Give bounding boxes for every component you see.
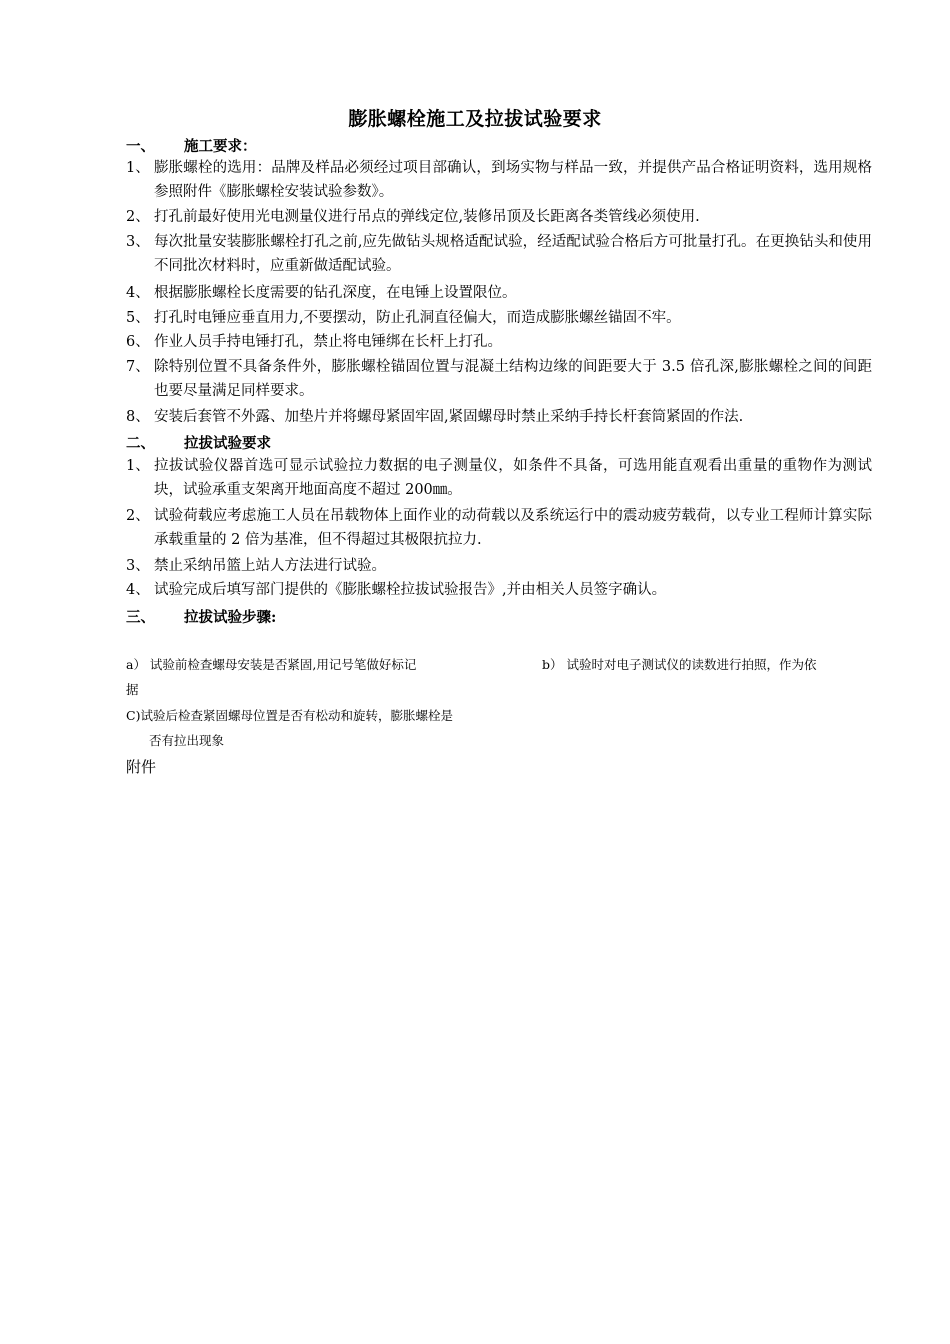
item-text: 打孔时电锤应垂直用力,不要摆动，防止孔洞直径偏大，而造成膨胀螺丝锚固不牢。: [154, 310, 681, 326]
list-item: [126, 205, 872, 229]
item-text: 膨胀螺栓的选用：品牌及样品必须经过项目部确认，到场实物与样品一致，并提供产品合格证明资料，选用规格参照附件《膨胀螺栓安装试验参数》。: [154, 160, 872, 200]
item-text: 除特别位置不具备条件外，膨胀螺栓锚固位置与混凝土结构边缘的间距要大于 3.5 倍孔深,膨胀螺栓之间的间距也要尽量满足同样要求。: [154, 359, 872, 399]
item-text: 作业人员手持电锤打孔，禁止将电锤绑在长杆上打孔。: [154, 334, 502, 350]
section-number: 三、: [126, 609, 155, 626]
list-item: [126, 504, 872, 552]
section-title: 拉拔试验步骤:: [184, 609, 277, 626]
item-text: 打孔前最好使用光电测量仪进行吊点的弹线定位,装修吊顶及长距离各类管线必须使用.: [154, 209, 700, 225]
item-number: 1、: [126, 160, 150, 176]
item-text: 每次批量安装膨胀螺栓打孔之前,应先做钻头规格适配试验，经适配试验合格后方可批量打孔。在更换钻头和使用不同批次材料时，应重新做适配试验。: [154, 234, 872, 274]
section-heading-3: [126, 606, 276, 627]
item-text: 根据膨胀螺栓长度需要的钻孔深度，在电锤上设置限位。: [154, 285, 517, 301]
list-item: [126, 306, 872, 330]
list-item: [126, 156, 872, 204]
step-a: a） 试验前检查螺母安装是否紧固,用记号笔做好标记: [126, 657, 417, 672]
list-item: [126, 405, 872, 429]
item-text: 试验荷载应考虑施工人员在吊载物体上面作业的动荷载以及系统运行中的震动疲劳载荷，以专业工程师计算实际承载重量的 2 倍为基准，但不得超过其极限抗拉力.: [154, 508, 872, 548]
step-b: b） 试验时对电子测试仪的读数进行拍照，作为依: [542, 657, 817, 672]
step-c: C)试验后检查紧固螺母位置是否有松动和旋转，膨胀螺栓是: [126, 708, 453, 723]
list-item: [126, 330, 872, 354]
item-number: 2、: [126, 209, 150, 225]
attachment-label: 附件: [126, 758, 157, 776]
step-b-continuation: 据: [126, 682, 139, 697]
section-heading-1: [126, 135, 257, 156]
item-number: 8、: [126, 409, 150, 425]
item-number: 5、: [126, 310, 150, 326]
item-text: 禁止采纳吊篮上站人方法进行试验。: [154, 558, 386, 574]
list-item: [126, 454, 872, 502]
section-title: 拉拔试验要求: [184, 435, 271, 452]
section-title: 施工要求：: [184, 138, 257, 155]
section-heading-2: [126, 432, 271, 453]
item-text: 拉拔试验仪器首选可显示试验拉力数据的电子测量仪，如条件不具备，可选用能直观看出重量的重物作为测试块，试验承重支架离开地面高度不超过 200㎜。: [154, 458, 872, 498]
item-number: 2、: [126, 508, 150, 524]
item-number: 1、: [126, 458, 150, 474]
list-item: [126, 281, 872, 305]
item-number: 3、: [126, 558, 150, 574]
section-number: 二、: [126, 435, 155, 452]
document-title: 膨胀螺栓施工及拉拔试验要求: [348, 108, 602, 130]
list-item: [126, 578, 872, 602]
item-number: 7、: [126, 359, 150, 375]
list-item: [126, 355, 872, 403]
list-item: [126, 554, 872, 578]
item-number: 3、: [126, 234, 150, 250]
item-number: 4、: [126, 285, 150, 301]
step-c-continuation: 否有拉出现象: [149, 733, 225, 748]
section-number: 一、: [126, 138, 155, 155]
item-number: 6、: [126, 334, 150, 350]
item-number: 4、: [126, 582, 150, 598]
item-text: 试验完成后填写部门提供的《膨胀螺栓拉拔试验报告》,并由相关人员签字确认。: [154, 582, 667, 598]
item-text: 安装后套管不外露、加垫片并将螺母紧固牢固,紧固螺母时禁止采纳手持长杆套筒紧固的作法.: [154, 409, 744, 425]
list-item: [126, 230, 872, 278]
